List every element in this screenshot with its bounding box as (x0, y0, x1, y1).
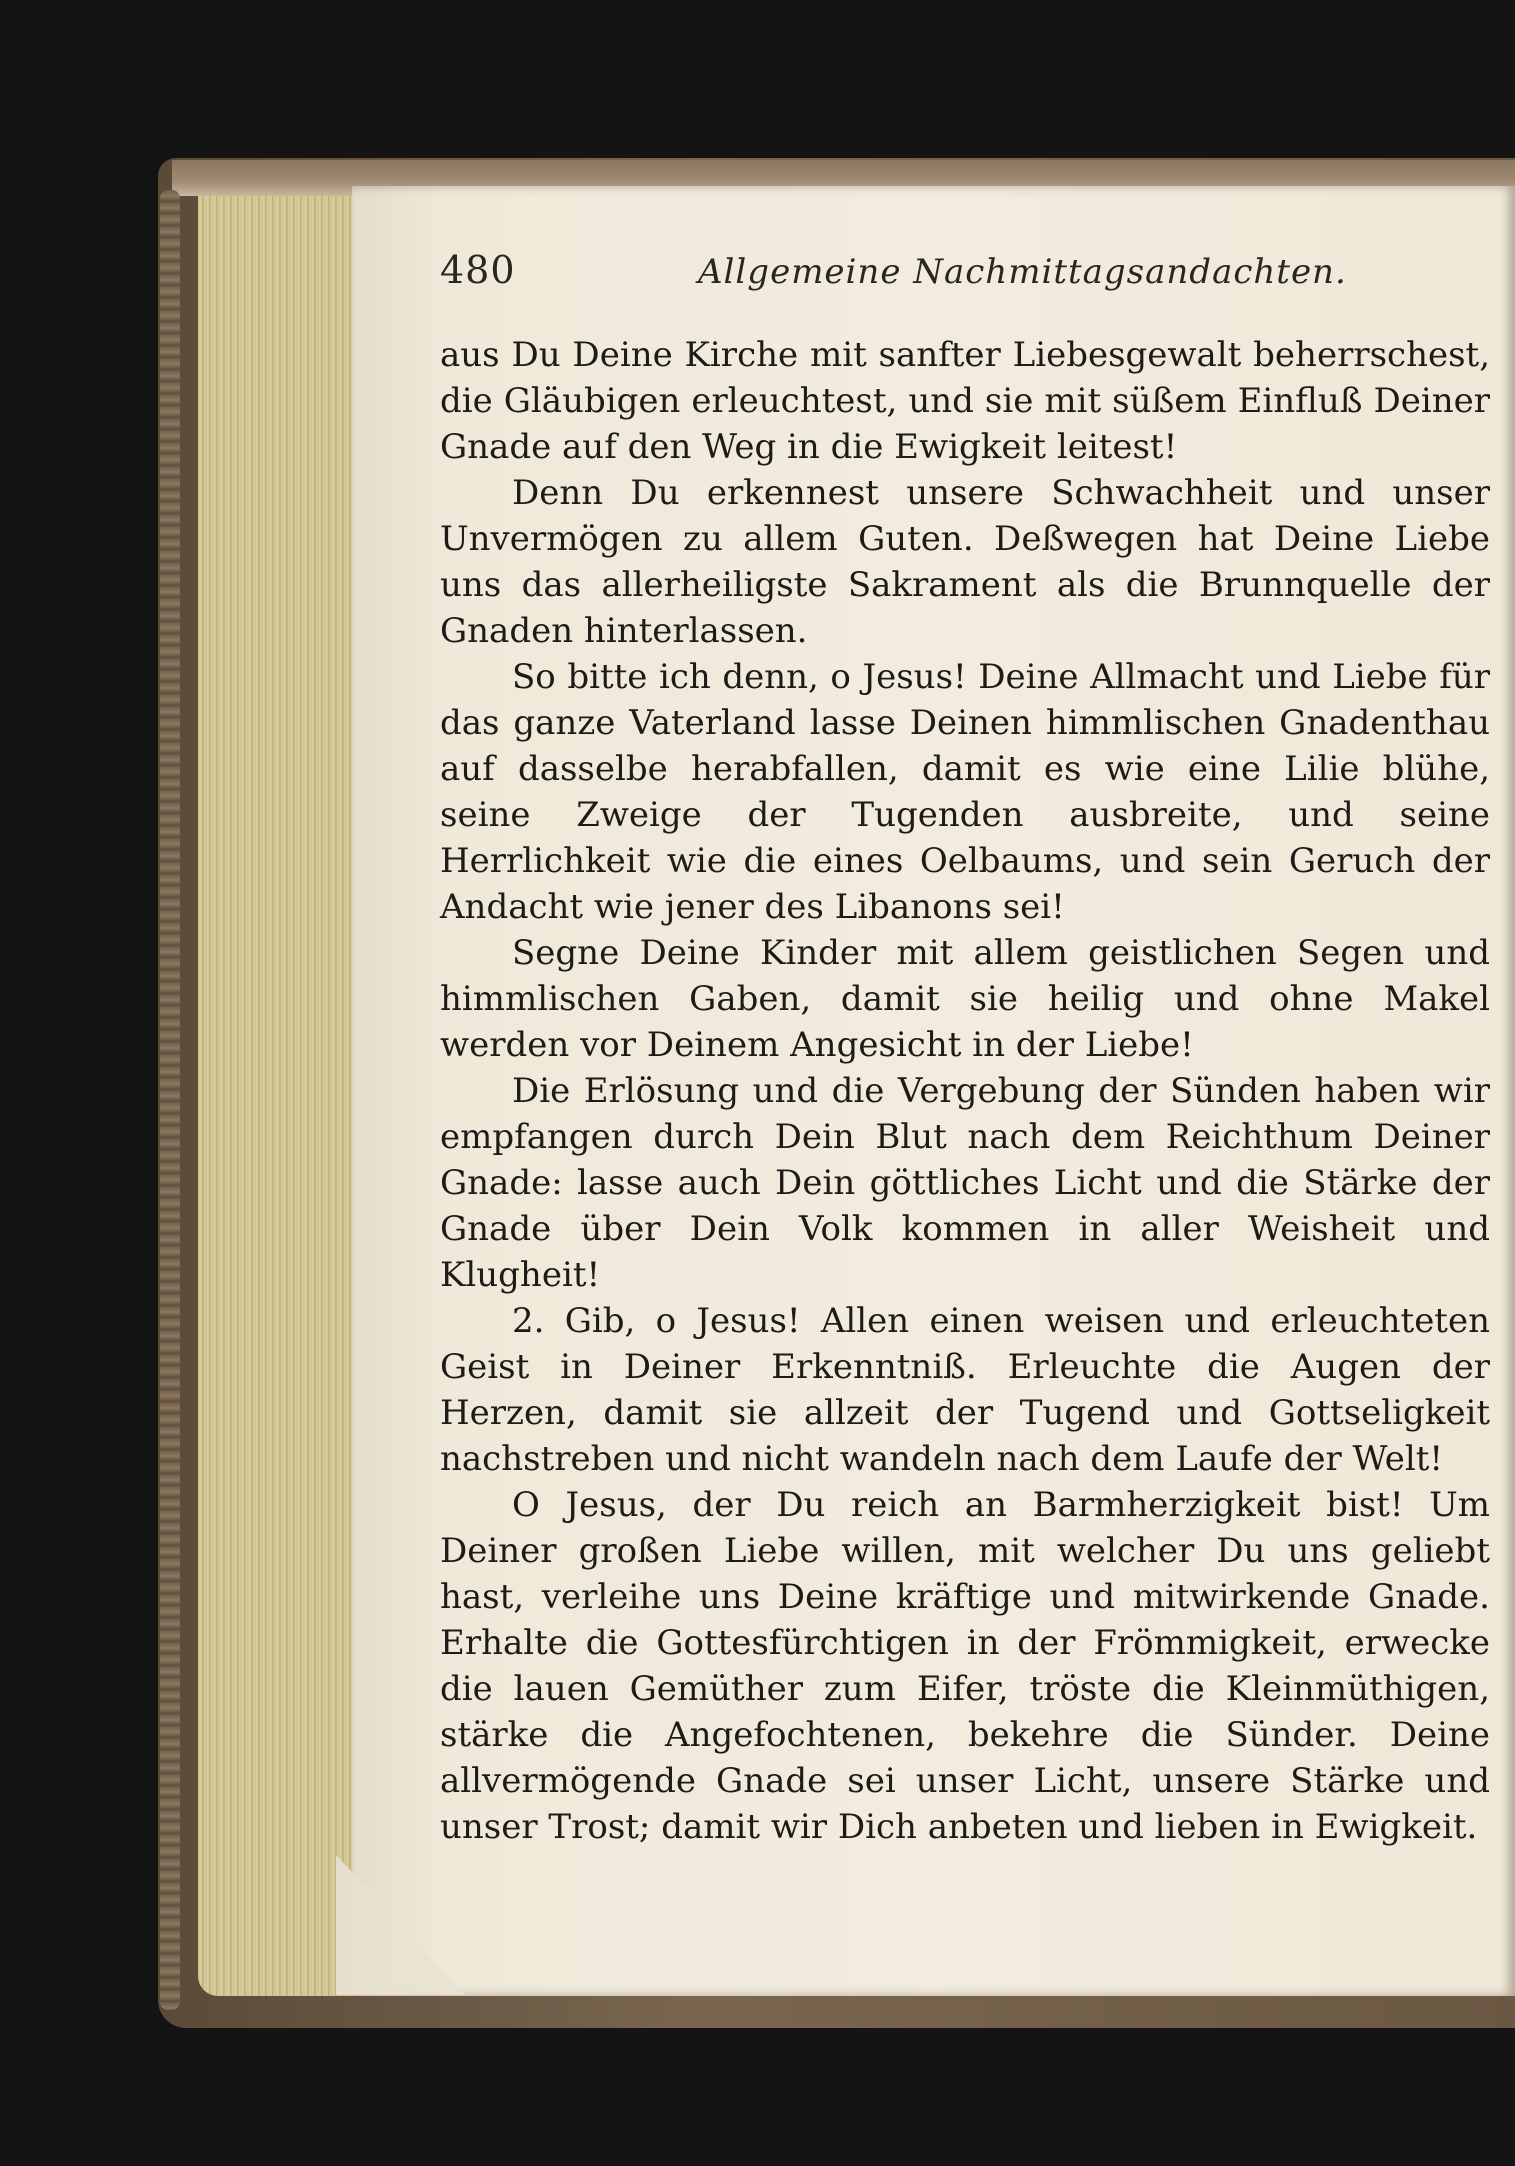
page-edges (198, 196, 358, 1996)
paragraph-3: So bitte ich denn, o Jesus! Deine Allmacht und Liebe für das ganze Vaterland lasse Deinen himmlischen Gnadenthau auf dasselbe herabfallen, damit es wie eine Lilie blühe, seine Zweige der Tugenden ausbreite, und seine Herrlichkeit wie die eines Oelbaums, und sein Geruch der Andacht wie jener des Libanons sei! (440, 657, 1490, 927)
paragraph-1: aus Du Deine Kirche mit sanfter Liebesgewalt beherrschest, die Gläubigen erleuchtest, und sie mit süßem Einfluß Deiner Gnade auf den Weg in die Ewigkeit leitest! (440, 335, 1490, 467)
page-text (440, 332, 1490, 1850)
page-number: 480 (440, 248, 516, 292)
running-head: Allgemeine Nachmittagsandachten. (698, 252, 1347, 292)
page-header (440, 248, 1500, 308)
paragraph-2: Denn Du erkennest unsere Schwachheit und unser Unvermögen zu allem Guten. Deßwegen hat Deine Liebe uns das allerheiligste Sakrament als die Brunnquelle der Gnaden hinterlassen. (440, 473, 1490, 651)
paragraph-6: 2. Gib, o Jesus! Allen einen weisen und erleuchteten Geist in Deiner Erkenntniß. Erleuchte die Augen der Herzen, damit sie allzeit der Tugend und Gottseligkeit nachstreben und nicht wandeln nach dem Laufe der Welt! (440, 1301, 1490, 1479)
paragraph-5: Die Erlösung und die Vergebung der Sünden haben wir empfangen durch Dein Blut nach dem Reichthum Deiner Gnade: lasse auch Dein göttliches Licht und die Stärke der Gnade über Dein Volk kommen in aller Weisheit und Klugheit! (440, 1071, 1490, 1295)
paragraph-7: O Jesus, der Du reich an Barmherzigkeit bist! Um Deiner großen Liebe willen, mit welcher Du uns geliebt hast, verleihe uns Deine kräftige und mitwirkende Gnade. Erhalte die Gottesfürchtigen in der Frömmigkeit, erwecke die lauen Gemüther zum Eifer, tröste die Kleinmüthigen, stärke die Angefochtenen, bekehre die Sünder. Deine allvermögende Gnade sei unser Licht, unsere Stärke und unser Trost; damit wir Dich anbeten und lieben in Ewigkeit. (440, 1485, 1490, 1847)
paragraph-4: Segne Deine Kinder mit allem geistlichen Segen und himmlischen Gaben, damit sie heilig und ohne Makel werden vor Deinem Angesicht in der Liebe! (440, 933, 1490, 1065)
book-spine (160, 190, 180, 2010)
